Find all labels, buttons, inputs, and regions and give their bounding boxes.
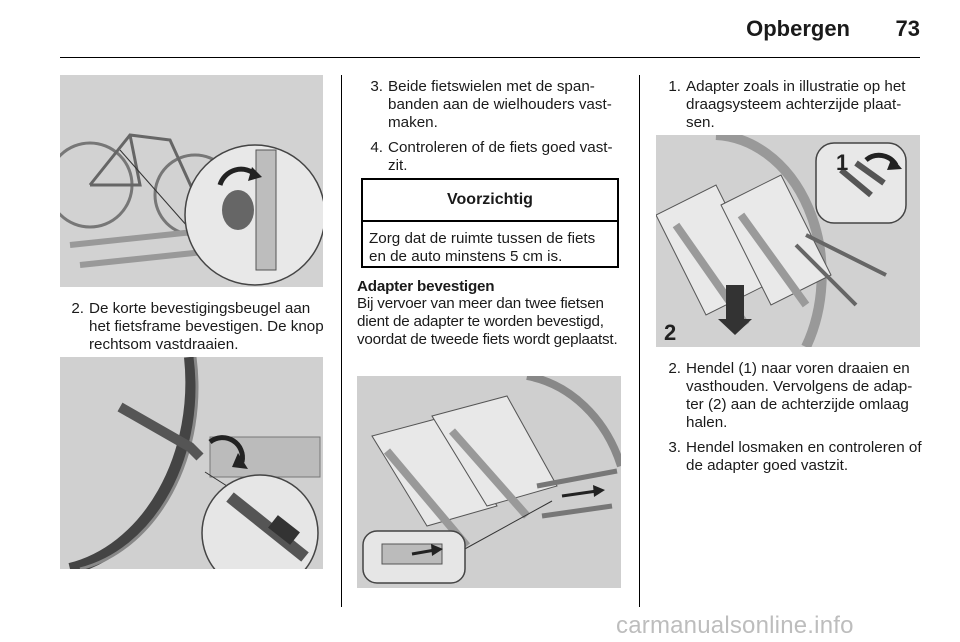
list-item: 2. Hendel (1) naar voren draaien en vasthouden. Vervolgens de adapter (2) aan de achterzijde omlaag halen. xyxy=(668,360,913,431)
caution-title: Voorzichtig xyxy=(363,180,617,222)
caution-text: Zorg dat de ruimte tussen de fiets en de auto minstens 5 cm is. xyxy=(369,230,596,265)
column-divider-left xyxy=(341,75,342,607)
list-item: 3. Beide fietswielen met de spanbanden aan de wielhouders vastmaken. xyxy=(370,78,612,131)
page-header-title: Opbergen xyxy=(746,16,850,41)
section-paragraph: Bij vervoer van meer dan twee fietsen dient de adapter te worden bevestigd, voordat de tweede fiets wordt geplaatst. xyxy=(357,295,618,348)
middle-steps xyxy=(361,78,623,182)
header-rule xyxy=(60,57,920,58)
list-item: 3. Hendel losmaken en controleren of de adapter goed vastzit. xyxy=(668,439,922,474)
list-item: 4. Controleren of de fiets goed vastzit. xyxy=(370,139,613,174)
right-steps-top xyxy=(659,78,921,139)
adapter-illustration xyxy=(357,376,621,588)
bike-clamp-illustration xyxy=(60,75,323,287)
page-number: 73 xyxy=(895,16,920,41)
callout-2: 2 xyxy=(664,320,677,345)
wheel-strap-illustration xyxy=(60,357,323,569)
callout-1: 1 xyxy=(836,150,849,175)
column-divider-right xyxy=(639,75,640,607)
section-heading: Adapter bevestigen xyxy=(357,278,495,295)
caution-box xyxy=(361,178,619,268)
left-steps xyxy=(62,300,324,361)
right-steps-bottom xyxy=(659,360,923,482)
list-item: 2. De korte bevestigingsbeugel aan het fietsframe bevestigen. De knop rechtsom vastdraaien. xyxy=(71,300,324,353)
list-item: 1. Adapter zoals in illustratie op het draagsysteem achterzijde plaatsen. xyxy=(668,78,906,131)
adapter-mounting-illustration xyxy=(656,135,920,347)
footer-watermark[interactable]: carmanualsonline.info xyxy=(616,612,854,639)
